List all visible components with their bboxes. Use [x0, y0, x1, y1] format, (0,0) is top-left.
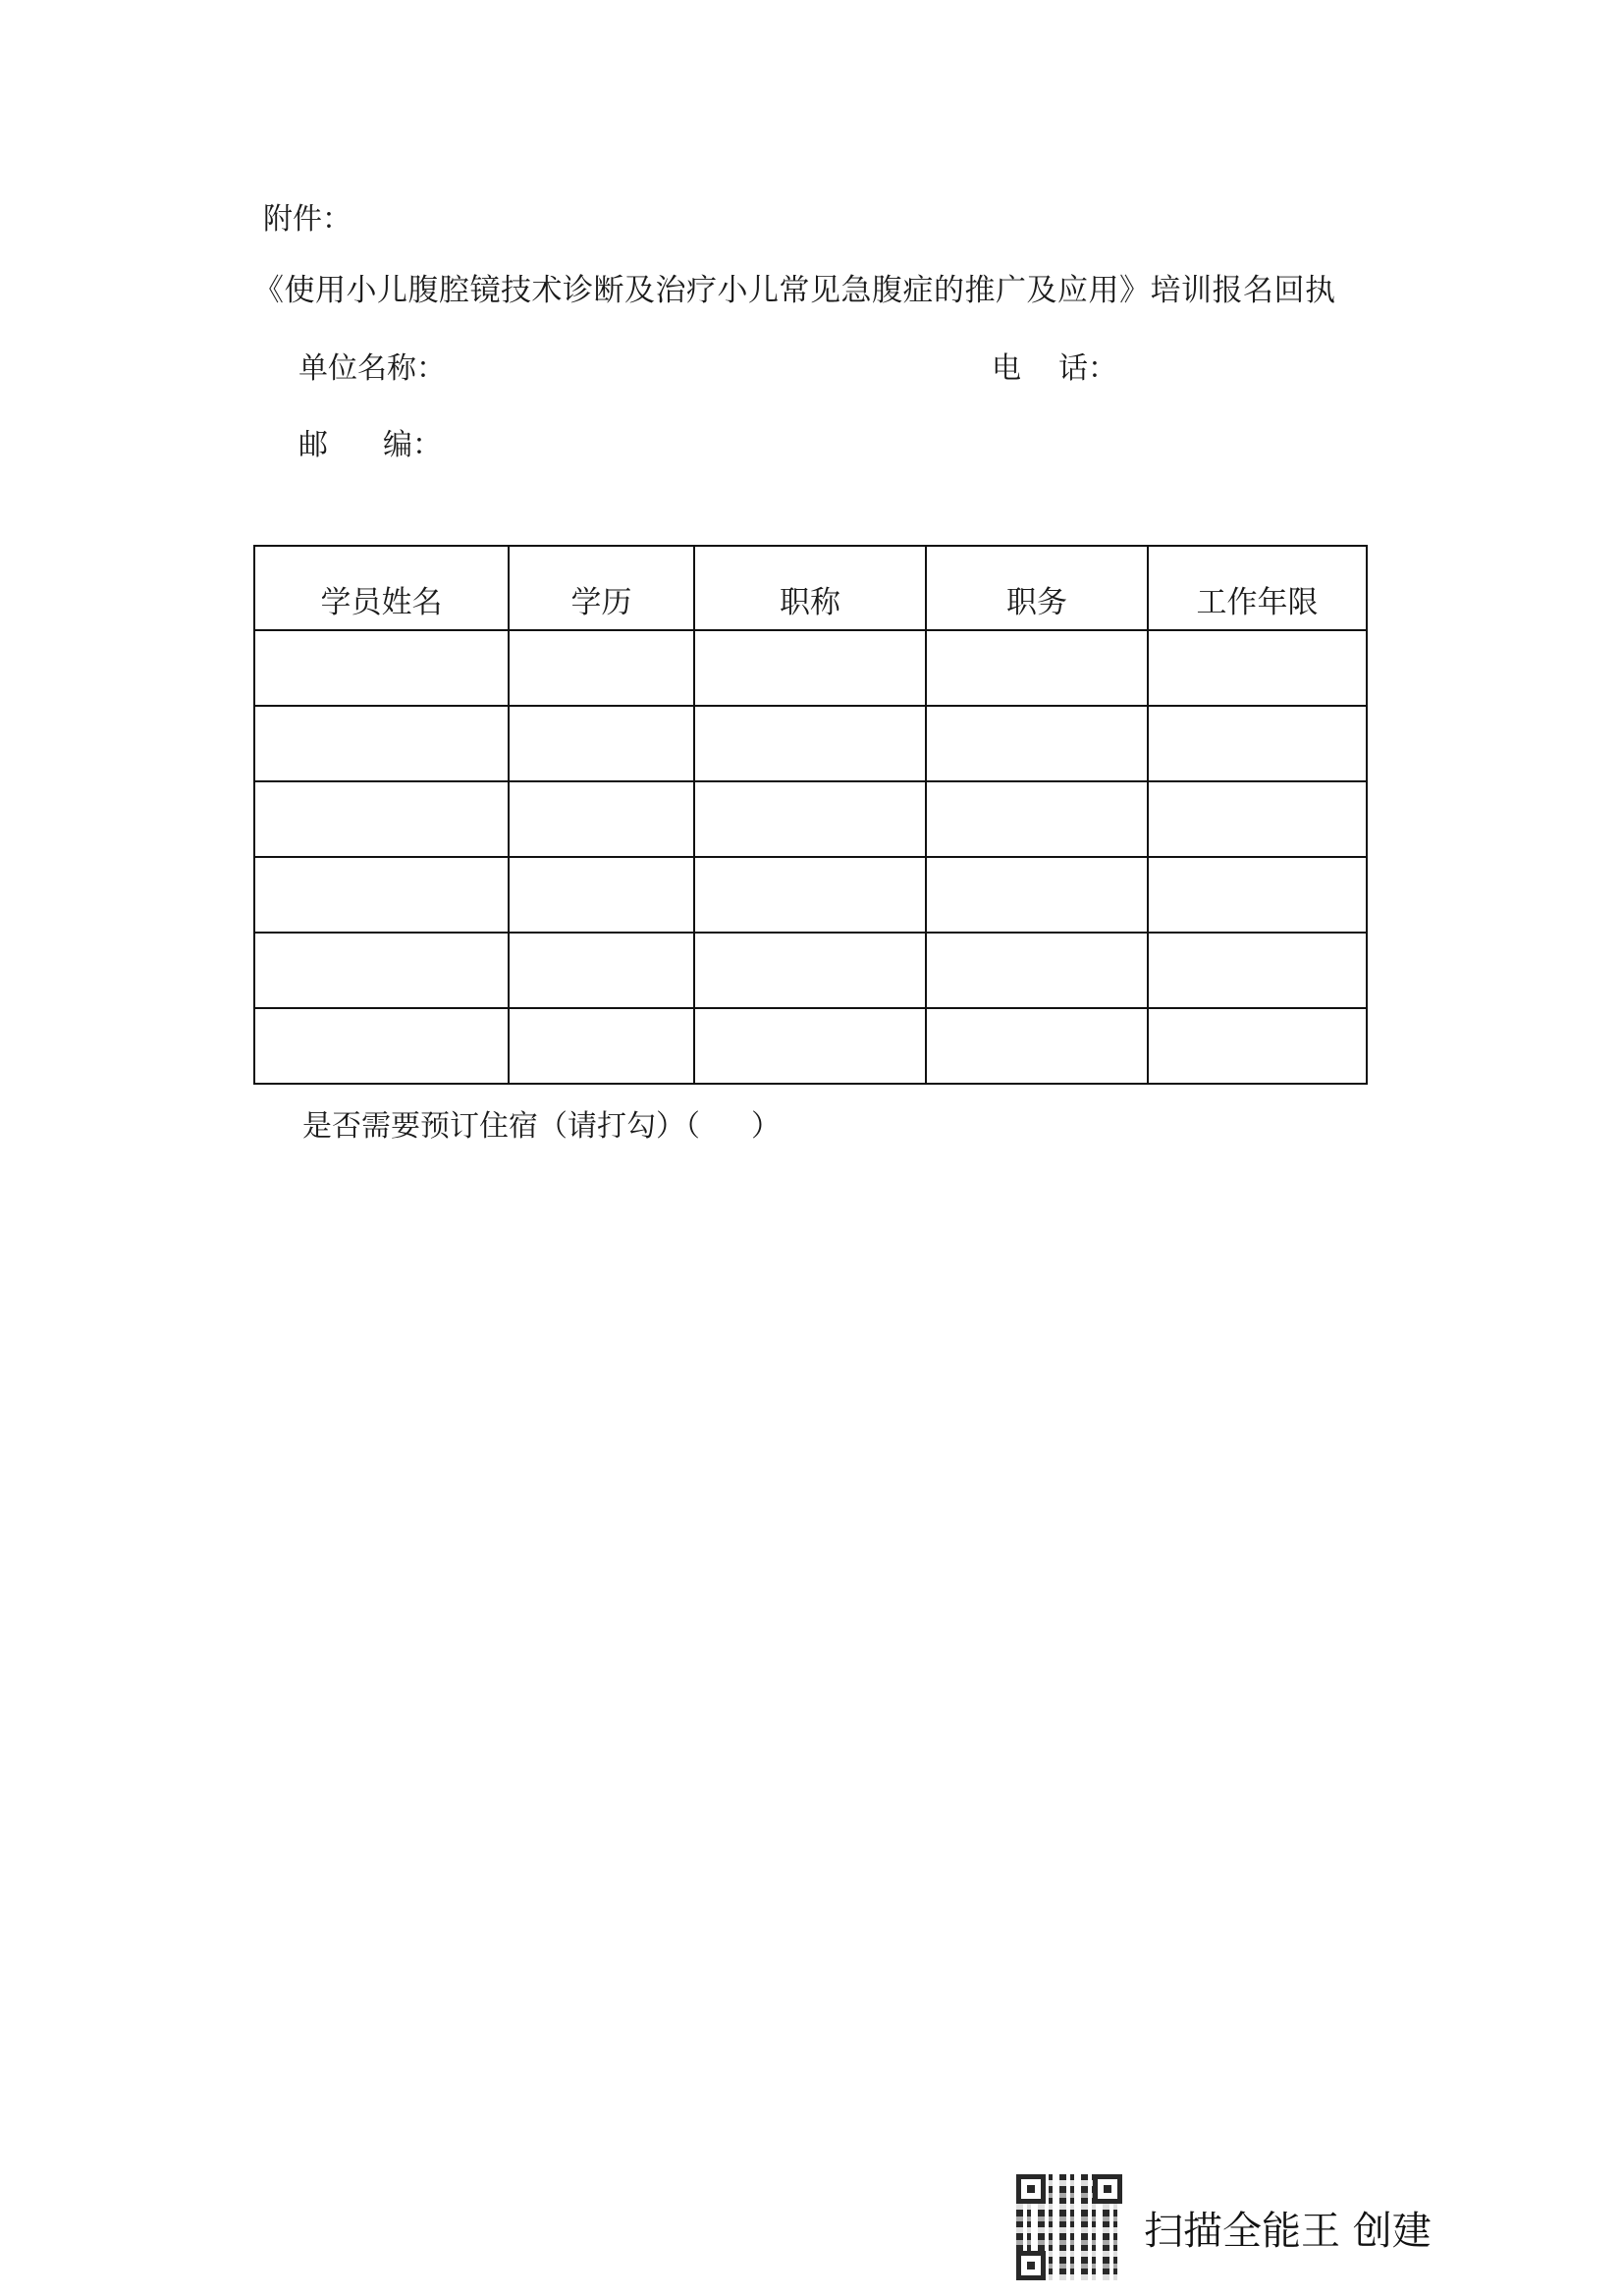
cell-work-years[interactable] [1148, 857, 1367, 933]
table-row [254, 857, 1367, 933]
cell-student-name[interactable] [254, 933, 509, 1008]
postal-label-part-2: 编： [383, 428, 442, 462]
cell-education[interactable] [509, 857, 694, 933]
postal-label-part-1: 邮 [298, 428, 328, 462]
lodging-close-paren: ） [751, 1109, 781, 1144]
qr-code-icon [1016, 2174, 1122, 2280]
cell-professional-title[interactable] [694, 706, 926, 781]
cell-position[interactable] [926, 857, 1148, 933]
postal-code-label [298, 428, 442, 463]
header-position: 职务 [926, 546, 1148, 630]
cell-student-name[interactable] [254, 1008, 509, 1084]
cell-position[interactable] [926, 1008, 1148, 1084]
lodging-question-text: 是否需要预订住宿（请打勾） [302, 1109, 685, 1144]
cell-student-name[interactable] [254, 857, 509, 933]
table-row [254, 933, 1367, 1008]
cell-professional-title[interactable] [694, 781, 926, 857]
unit-name-label: 单位名称： [298, 351, 446, 386]
cell-student-name[interactable] [254, 781, 509, 857]
table-row [254, 630, 1367, 706]
cell-professional-title[interactable] [694, 933, 926, 1008]
cell-education[interactable] [509, 1008, 694, 1084]
table-row [254, 781, 1367, 857]
cell-work-years[interactable] [1148, 706, 1367, 781]
phone-label-part-1: 电 [992, 351, 1021, 386]
cell-professional-title[interactable] [694, 1008, 926, 1084]
document-title: 《使用小儿腹腔镜技术诊断及治疗小儿常见急腹症的推广及应用》培训报名回执 [253, 273, 1336, 308]
cell-work-years[interactable] [1148, 933, 1367, 1008]
qr-finder-bottom-left [1016, 2251, 1046, 2280]
cell-student-name[interactable] [254, 706, 509, 781]
cell-position[interactable] [926, 630, 1148, 706]
phone-label [992, 351, 1117, 387]
lodging-question [302, 1109, 781, 1145]
header-education: 学历 [509, 546, 694, 630]
cell-position[interactable] [926, 781, 1148, 857]
header-work-years: 工作年限 [1148, 546, 1367, 630]
cell-education[interactable] [509, 933, 694, 1008]
cell-work-years[interactable] [1148, 781, 1367, 857]
cell-education[interactable] [509, 781, 694, 857]
table-row [254, 706, 1367, 781]
cell-work-years[interactable] [1148, 1008, 1367, 1084]
cell-education[interactable] [509, 630, 694, 706]
qr-finder-top-left [1016, 2174, 1046, 2204]
attachment-label: 附件： [263, 202, 352, 237]
lodging-open-paren: （ [685, 1109, 700, 1144]
cell-professional-title[interactable] [694, 630, 926, 706]
cell-position[interactable] [926, 706, 1148, 781]
watermark-text: 扫描全能王 创建 [1144, 2208, 1432, 2254]
cell-professional-title[interactable] [694, 857, 926, 933]
scanner-watermark [1016, 2174, 1432, 2280]
registration-table [253, 545, 1368, 1085]
cell-student-name[interactable] [254, 630, 509, 706]
table-row [254, 1008, 1367, 1084]
header-professional-title: 职称 [694, 546, 926, 630]
cell-education[interactable] [509, 706, 694, 781]
header-student-name: 学员姓名 [254, 546, 509, 630]
table-header-row [254, 546, 1367, 630]
cell-work-years[interactable] [1148, 630, 1367, 706]
qr-finder-top-right [1093, 2174, 1122, 2204]
cell-position[interactable] [926, 933, 1148, 1008]
phone-label-part-2: 话： [1058, 351, 1117, 386]
